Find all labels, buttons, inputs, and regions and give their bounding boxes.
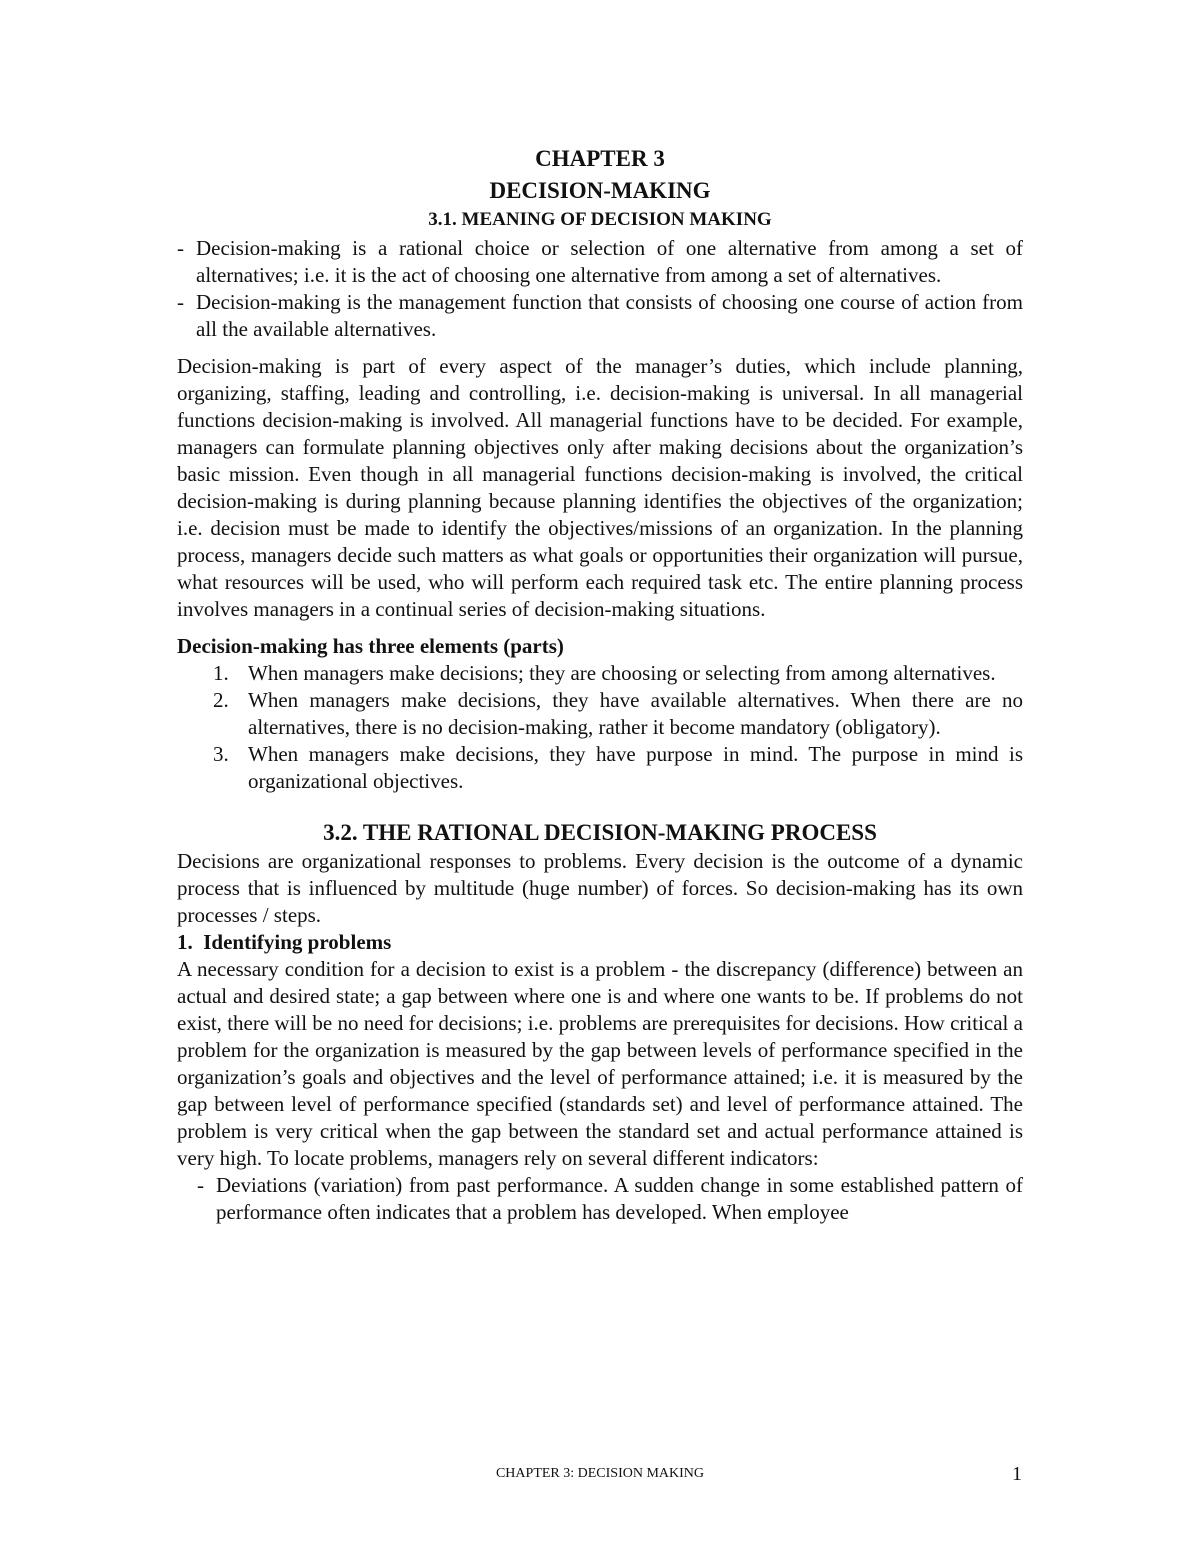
page-number: 1 [1012, 1463, 1022, 1485]
bullet-text: Decision-making is a rational choice or selection of one alternative from among a set of alternatives; i.e. it is the act of choosing one alternative from among a set of alternatives. [196, 236, 1023, 287]
dash-marker: - [177, 236, 184, 260]
section-1-paragraph: Decision-making is part of every aspect of the manager’s duties, which include planning, organizing, staffing, leading and controlling, i.e. decision-making is universal. In all managerial functions decision-making is involved. All managerial functions have to be decided. For example, managers can formulate planning objectives only after making decisions about the organization’s basic mission. Even though in all managerial functions decision-making is involved, the critical decision-making is during planning because planning identifies the objectives of the organization; i.e. decision must be made to identify the objectives/missions of an organization. In the planning process, managers decide such matters as what goals or opportunities their organization will pursue, what resources will be used, who will perform each required task etc. The entire planning process involves managers in a continual series of decision-making situations. [177, 354, 1023, 621]
list-number: 2. [213, 688, 229, 712]
list-item-text: When managers make decisions, they have available alternatives. When there are no alternatives, there is no decision-making, rather it become mandatory (obligatory). [248, 688, 1023, 739]
indicators-list [197, 1172, 1023, 1226]
indicator-text: Deviations (variation) from past performance. A sudden change in some established pattern of performance often indicates that a problem has developed. When employee [216, 1173, 1023, 1224]
step-1-paragraph: A necessary condition for a decision to exist is a problem - the discrepancy (difference) between an actual and desired state; a gap between where one is and where one wants to be. If problems do not exist, there will be no need for decisions; i.e. problems are prerequisites for decisions. How critical a problem for the organization is measured by the gap between levels of performance specified in the organization’s goals and objectives and the level of performance attained; i.e. it is measured by the gap between level of performance specified (standards set) and level of performance attained. The problem is very critical when the gap between the standard set and actual performance attained is very high. To locate problems, managers rely on several different indicators: [177, 957, 1023, 1170]
chapter-title: DECISION-MAKING [489, 178, 711, 203]
list-item [213, 741, 1023, 795]
page-footer: CHAPTER 3: DECISION MAKING [495, 1466, 705, 1481]
list-item [213, 687, 1023, 741]
section-2-heading: 3.2. THE RATIONAL DECISION-MAKING PROCESS [323, 820, 877, 845]
definition-bullet [177, 289, 1023, 343]
definition-bullet [177, 235, 1023, 289]
section-1-heading: 3.1. MEANING OF DECISION MAKING [428, 209, 772, 230]
dash-marker: - [177, 290, 184, 314]
dash-marker: - [197, 1173, 204, 1197]
list-number: 1. [213, 661, 229, 685]
list-item-text: When managers make decisions; they are choosing or selecting from among alternatives. [248, 661, 996, 685]
chapter-label: CHAPTER 3 [535, 146, 665, 171]
elements-list [213, 660, 1023, 795]
bullet-text: Decision-making is the management function that consists of choosing one course of action from all the available alternatives. [196, 290, 1023, 341]
step-1-heading: 1. Identifying problems [177, 930, 392, 954]
page-content [177, 143, 1023, 1226]
list-number: 3. [213, 742, 229, 766]
section-2-intro: Decisions are organizational responses to problems. Every decision is the outcome of a dynamic process that is influenced by multitude (huge number) of forces. So decision-making has its own processes / steps. [177, 849, 1023, 927]
list-item [213, 660, 1023, 687]
indicator-item [197, 1172, 1023, 1226]
elements-heading: Decision-making has three elements (parts) [177, 634, 564, 658]
list-item-text: When managers make decisions, they have purpose in mind. The purpose in mind is organizational objectives. [248, 742, 1023, 793]
